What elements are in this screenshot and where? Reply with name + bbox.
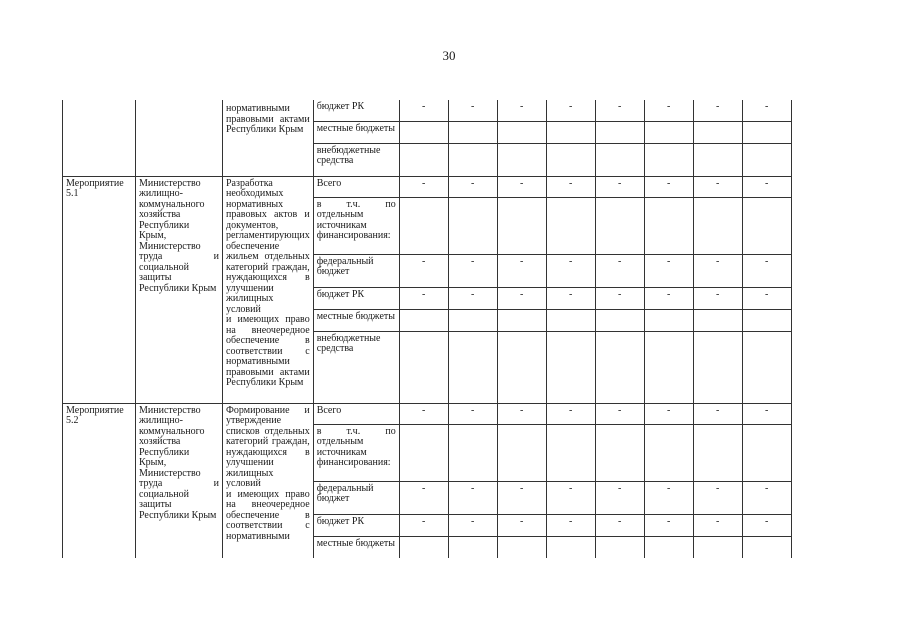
executor-cell-line: Республики — [139, 219, 190, 231]
value-cell — [742, 536, 791, 558]
value-cell: - — [399, 176, 448, 197]
value-cell — [693, 197, 742, 254]
value-cell: - — [595, 100, 644, 121]
value-cell — [742, 197, 791, 254]
executor-cell — [136, 403, 223, 558]
value-cell: - — [546, 514, 595, 536]
value-cell — [595, 536, 644, 558]
value-cell — [693, 424, 742, 481]
funding-source: местные бюджеты — [313, 536, 399, 558]
value-cell — [644, 121, 693, 143]
description-cell-line: правовых актов и — [226, 209, 310, 220]
executor-cell-line: Крым, — [139, 230, 167, 241]
description-cell-line: Республики Крым — [226, 124, 304, 135]
executor-cell-line: Республики Крым — [139, 282, 217, 294]
executor-cell — [136, 176, 223, 403]
description-cell-line: соответствии с — [226, 345, 310, 357]
value-cell — [595, 197, 644, 254]
description-cell-line: необходимых — [226, 188, 284, 199]
value-cell — [399, 197, 448, 254]
executor-cell-line: жилищно- — [139, 415, 183, 426]
value-cell — [448, 536, 497, 558]
value-cell: - — [595, 254, 644, 287]
value-cell — [595, 143, 644, 176]
description-cell-line: и имеющих право — [226, 314, 310, 325]
description-cell-line: правовыми актами — [226, 113, 310, 125]
value-cell: - — [546, 176, 595, 197]
value-cell — [742, 424, 791, 481]
page-number: 30 — [442, 48, 456, 63]
description-cell-line: нуждающихся в — [226, 446, 310, 458]
value-cell: - — [742, 403, 791, 424]
description-cell-line: правовыми актами — [226, 366, 310, 378]
value-cell: - — [546, 287, 595, 309]
description-cell-line: нормативными — [226, 103, 290, 114]
executor-cell-line: коммунального — [139, 198, 205, 210]
value-cell: - — [693, 287, 742, 309]
executor-cell-line: труда и — [139, 478, 219, 489]
executor-cell-line: Республики — [139, 446, 190, 458]
description-cell-line: нормативными — [226, 530, 290, 542]
description-cell-line: обеспечение в — [226, 509, 310, 521]
funding-source: федеральный бюджет — [313, 481, 399, 514]
value-cell — [448, 197, 497, 254]
value-cell: - — [693, 100, 742, 121]
value-cell — [399, 536, 448, 558]
value-cell — [497, 331, 546, 403]
value-cell: - — [595, 176, 644, 197]
description-cell-line: соответствии с — [226, 520, 310, 531]
value-cell: - — [742, 481, 791, 514]
description-cell-line: регламентирующих — [226, 230, 310, 241]
executor-cell-line: социальной — [139, 261, 189, 273]
value-cell: - — [399, 403, 448, 424]
value-cell: - — [448, 481, 497, 514]
value-cell: - — [644, 176, 693, 197]
value-cell — [644, 536, 693, 558]
value-cell — [595, 331, 644, 403]
value-cell — [399, 121, 448, 143]
value-cell: - — [595, 481, 644, 514]
funding-source: местные бюджеты — [313, 309, 399, 331]
value-cell — [693, 121, 742, 143]
executor-cell-line: хозяйства — [139, 209, 181, 220]
value-cell — [448, 424, 497, 481]
measure-name: Мероприятие 5.2 — [63, 403, 136, 558]
value-cell — [546, 143, 595, 176]
value-cell: - — [742, 176, 791, 197]
description-cell-line: утверждение — [226, 415, 282, 426]
description-cell-line: списков отдельных — [226, 425, 310, 437]
funding-source: Всего — [313, 176, 399, 197]
value-cell — [693, 536, 742, 558]
value-cell: - — [644, 403, 693, 424]
description-cell — [223, 100, 314, 176]
value-cell: - — [644, 254, 693, 287]
value-cell — [448, 309, 497, 331]
value-cell — [497, 197, 546, 254]
value-cell — [497, 536, 546, 558]
value-cell — [497, 424, 546, 481]
value-cell: - — [595, 403, 644, 424]
financing-table-body — [63, 100, 792, 558]
value-cell — [644, 197, 693, 254]
funding-source: федеральный бюджет — [313, 254, 399, 287]
description-cell-line: жильем отдельных — [226, 251, 310, 262]
executor-cell-line: защиты — [139, 499, 172, 510]
value-cell: - — [448, 514, 497, 536]
funding-source: бюджет РК — [313, 287, 399, 309]
description-cell-line: категорий граждан, — [226, 436, 310, 447]
value-cell: - — [546, 481, 595, 514]
executor-cell-line: Министерство — [139, 240, 201, 252]
value-cell — [497, 121, 546, 143]
value-cell — [742, 331, 791, 403]
value-cell — [693, 143, 742, 176]
value-cell — [546, 197, 595, 254]
value-cell: - — [644, 100, 693, 121]
value-cell: - — [399, 100, 448, 121]
value-cell: - — [399, 481, 448, 514]
funding-source: Всего — [313, 403, 399, 424]
measure-name: Мероприятие 5.1 — [63, 176, 136, 403]
description-cell-line: нормативных — [226, 198, 284, 210]
value-cell: - — [742, 100, 791, 121]
value-cell — [546, 331, 595, 403]
table-row — [63, 176, 792, 197]
executor-cell-line: труда и — [139, 251, 219, 262]
value-cell — [399, 143, 448, 176]
value-cell: - — [595, 287, 644, 309]
executor-cell — [136, 100, 223, 176]
description-cell-line: и имеющих право — [226, 488, 310, 500]
value-cell: - — [644, 287, 693, 309]
description-cell-line: Республики Крым — [226, 377, 304, 388]
description-cell-line: улучшении — [226, 282, 274, 294]
value-cell — [644, 424, 693, 481]
value-cell: - — [644, 481, 693, 514]
value-cell — [742, 309, 791, 331]
financing-table — [62, 100, 792, 558]
table-row — [63, 100, 792, 121]
value-cell: - — [693, 254, 742, 287]
value-cell: - — [497, 287, 546, 309]
description-cell — [223, 403, 314, 558]
executor-cell-line: Министерство — [139, 177, 201, 189]
value-cell — [546, 424, 595, 481]
value-cell: - — [742, 254, 791, 287]
funding-source: внебюджетные средства — [313, 143, 399, 176]
description-cell — [223, 176, 314, 403]
description-cell-line: Формирование и — [226, 404, 310, 416]
funding-source: местные бюджеты — [313, 121, 399, 143]
value-cell: - — [546, 254, 595, 287]
value-cell — [448, 143, 497, 176]
value-cell: - — [497, 481, 546, 514]
value-cell — [595, 424, 644, 481]
value-cell: - — [448, 403, 497, 424]
description-cell-line: на внеочередное — [226, 324, 310, 336]
value-cell: - — [693, 514, 742, 536]
value-cell — [644, 309, 693, 331]
value-cell — [595, 121, 644, 143]
description-cell-line: на внеочередное — [226, 499, 310, 510]
value-cell: - — [497, 100, 546, 121]
value-cell — [399, 331, 448, 403]
description-cell-line: нормативными — [226, 356, 290, 367]
value-cell: - — [399, 514, 448, 536]
funding-source: бюджет РК — [313, 100, 399, 121]
value-cell: - — [742, 514, 791, 536]
measure-name-cell — [63, 100, 136, 176]
executor-cell-line: жилищно- — [139, 188, 183, 199]
funding-source: в т.ч. по отдельным источникам финансирования: — [313, 424, 399, 481]
description-cell-line: улучшении — [226, 457, 274, 468]
value-cell: - — [595, 514, 644, 536]
value-cell: - — [546, 100, 595, 121]
value-cell — [546, 536, 595, 558]
executor-cell-line: Республики Крым — [139, 509, 217, 521]
funding-source: бюджет РК — [313, 514, 399, 536]
value-cell: - — [693, 481, 742, 514]
value-cell: - — [742, 287, 791, 309]
value-cell: - — [546, 403, 595, 424]
value-cell: - — [448, 287, 497, 309]
description-cell-line: документов, — [226, 219, 279, 231]
value-cell — [497, 309, 546, 331]
executor-cell-line: защиты — [139, 272, 172, 283]
value-cell — [448, 331, 497, 403]
value-cell — [448, 121, 497, 143]
executor-cell-line: Министерство — [139, 467, 201, 479]
value-cell — [497, 143, 546, 176]
value-cell — [399, 309, 448, 331]
executor-cell-line: социальной — [139, 488, 189, 500]
value-cell: - — [399, 287, 448, 309]
description-cell-line: нуждающихся в — [226, 272, 310, 283]
value-cell: - — [497, 254, 546, 287]
funding-source: внебюджетные средства — [313, 331, 399, 403]
value-cell — [693, 331, 742, 403]
executor-cell-line: Министерство — [139, 404, 201, 416]
value-cell — [742, 121, 791, 143]
value-cell: - — [644, 514, 693, 536]
value-cell: - — [448, 100, 497, 121]
value-cell — [399, 424, 448, 481]
description-cell-line: жилищных условий — [226, 467, 274, 489]
executor-cell-line: Крым, — [139, 457, 167, 468]
value-cell — [546, 121, 595, 143]
description-cell-line: Разработка — [226, 177, 273, 189]
value-cell: - — [399, 254, 448, 287]
table-row — [63, 403, 792, 424]
value-cell: - — [497, 403, 546, 424]
value-cell — [742, 143, 791, 176]
value-cell: - — [693, 403, 742, 424]
value-cell — [644, 331, 693, 403]
funding-source: в т.ч. по отдельным источникам финансирования: — [313, 197, 399, 254]
value-cell — [595, 309, 644, 331]
executor-cell-line: хозяйства — [139, 436, 181, 447]
value-cell — [644, 143, 693, 176]
value-cell — [693, 309, 742, 331]
description-cell-line: категорий граждан, — [226, 261, 310, 273]
value-cell: - — [693, 176, 742, 197]
description-cell-line: жилищных условий — [226, 293, 274, 315]
value-cell: - — [497, 176, 546, 197]
value-cell — [546, 309, 595, 331]
value-cell: - — [448, 254, 497, 287]
value-cell: - — [448, 176, 497, 197]
executor-cell-line: коммунального — [139, 425, 205, 437]
description-cell-line: обеспечение — [226, 240, 280, 252]
description-cell-line: обеспечение в — [226, 335, 310, 346]
value-cell: - — [497, 514, 546, 536]
